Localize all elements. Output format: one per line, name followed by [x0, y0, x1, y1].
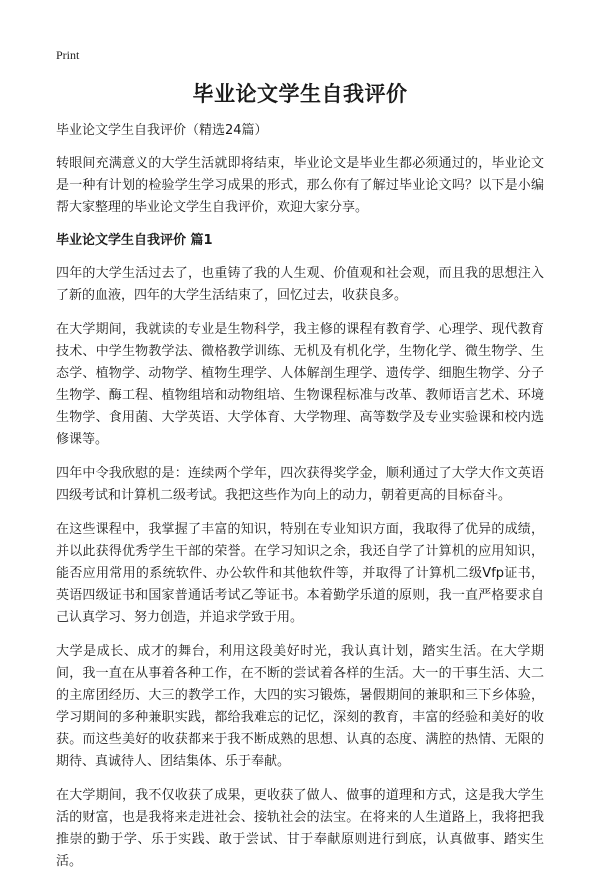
print-link[interactable]: Print [56, 48, 80, 62]
intro-paragraph: 转眼间充满意义的大学生活就即将结束，毕业论文是毕业生都必须通过的，毕业论文是一种有计划的检验学生学习成果的形式，那么你有了解过毕业论文吗？以下是小编帮大家整理的毕业论文学生自我评价，欢迎大家分享。 [56, 156, 544, 215]
body-paragraph: 四年中令我欣慰的是：连续两个学年，四次获得奖学金，顺利通过了大学大作文英语四级考试和计算机二级考试。我把这些作为向上的动力，朝着更高的目标奋斗。 [56, 466, 544, 503]
body-paragraph: 大学是成长、成才的舞台，利用这段美好时光，我认真计划，踏实生活。在大学期间，我一直在从事着各种工作，在不断的尝试着各样的生活。大一的干事生活、大二的主席团经历、大三的教学工作，大四的实习锻炼，暑假期间的兼职和三下乡体验，学习期间的多种兼职实践，都给我难忘的记忆，深刻的教育，丰富的经验和美好的收获。而这些美好的收获都来于我不断成熟的思想、认真的态度、满腔的热情、无限的期待、真诚待人、团结集体、乐于奉献。 [56, 644, 544, 769]
document-title: 毕业论文学生自我评价 [192, 82, 408, 106]
body-paragraph: 在大学期间，我不仅收获了成果，更收获了做人、做事的道理和方式，这是我大学生活的财富，也是我将来走进社会、接轨社会的法宝。在将来的人生道路上，我将把我推崇的勤于学、乐于实践、敢于尝试、甘于奉献原则进行到底，认真做事、踏实生活。 [56, 788, 544, 869]
section-heading: 毕业论文学生自我评价 篇1 [56, 233, 213, 248]
document-subtitle: 毕业论文学生自我评价（精选24篇） [56, 123, 268, 138]
body-paragraph: 在大学期间，我就读的专业是生物科学，我主修的课程有教育学、心理学、现代教育技术、中学生物教学法、微格教学训练、无机及有机化学，生物化学、微生物学、生态学、植物学、动物学、植物生理学、人体解剖生理学、遗传学、细胞生物学、分子生物学、酶工程、植物组培和动物组培、生物课程标准与改革、教师语言艺术、环境生物学、食用菌、大学英语、大学体育、大学物理、高等数学及专业实验课和校内选修课等。 [56, 322, 544, 447]
body-paragraph: 四年的大学生活过去了，也重铸了我的人生观、价值观和社会观，而且我的思想注入了新的血液，四年的大学生活结束了，回忆过去，收获良多。 [56, 266, 544, 303]
body-paragraph: 在这些课程中，我掌握了丰富的知识，特别在专业知识方面，我取得了优异的成绩，并以此获得优秀学生干部的荣誉。在学习知识之余，我还自学了计算机的应用知识，能否应用常用的系统软件、办公软件和其他软件等，并取得了计算机二级Vfp证书，英语四级证书和国家普通话考试乙等证书。本着勤学乐道的原则，我一直严格要求自己认真学习、努力创造，并追求学致于用。 [56, 522, 544, 625]
